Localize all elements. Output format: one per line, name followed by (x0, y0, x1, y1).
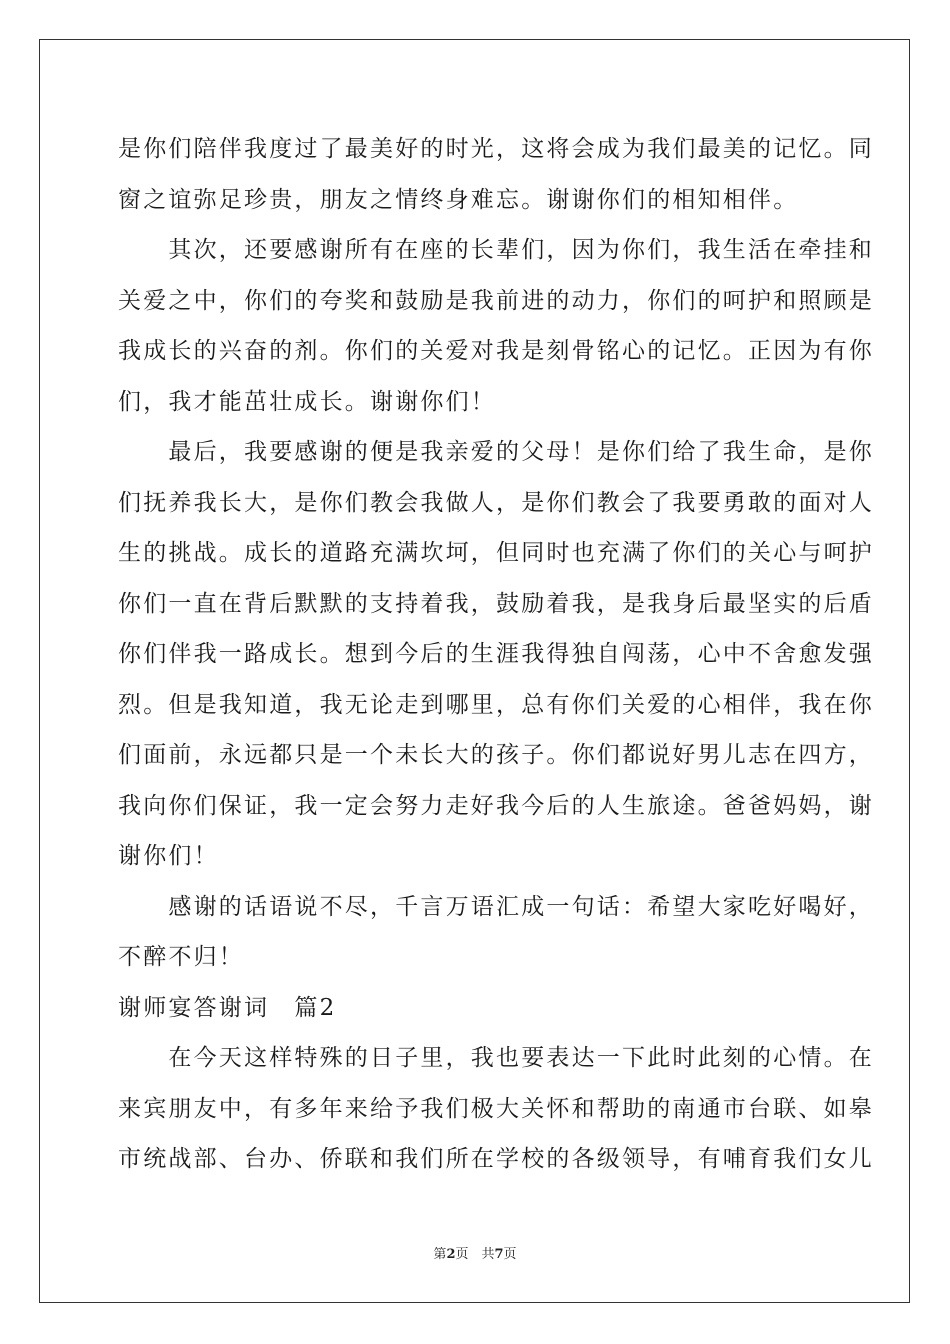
text-line: 最后，我要感谢的便是我亲爱的父母！是你们给了我生命，是你 (118, 439, 874, 465)
text-line: 们面前，永远都只是一个未长大的孩子。你们都说好男儿志在四方， (118, 742, 874, 768)
text-line: 关爱之中，你们的夸奖和鼓励是我前进的动力，你们的呵护和照顾是 (118, 288, 874, 314)
text-line: 们抚养我长大，是你们教会我做人，是你们教会了我要勇敢的面对人 (118, 490, 874, 516)
footer-total-pages: 7 (494, 1247, 504, 1262)
text-line: 你们一直在背后默默的支持着我，鼓励着我，是我身后最坚实的后盾 (118, 591, 874, 617)
text-line: 在今天这样特殊的日子里，我也要表达一下此时此刻的心情。在 (118, 1045, 874, 1071)
footer-page-number: 2 (446, 1247, 456, 1262)
text-line: 们，我才能茁壮成长。谢谢你们！ (118, 389, 496, 415)
text-line: 你们伴我一路成长。想到今后的生涯我得独自闯荡，心中不舍愈发强 (118, 641, 874, 667)
page-footer (0, 1246, 950, 1264)
footer-total-suffix: 页 (503, 1247, 517, 1262)
text-line: 窗之谊弥足珍贵，朋友之情终身难忘。谢谢你们的相知相伴。 (118, 187, 799, 213)
text-line: 来宾朋友中，有多年来给予我们极大关怀和帮助的南通市台联、如皋 (118, 1096, 874, 1122)
text-line: 市统战部、台办、侨联和我们所在学校的各级领导，有哺育我们女儿 (118, 1146, 874, 1172)
section-heading: 谢师宴答谢词 篇2 (118, 995, 337, 1021)
text-line: 其次，还要感谢所有在座的长辈们，因为你们，我生活在牵挂和 (118, 237, 874, 263)
text-line: 生的挑战。成长的道路充满坎坷，但同时也充满了你们的关心与呵护 (118, 540, 874, 566)
text-line: 不醉不归！ (118, 944, 244, 970)
text-line: 是你们陪伴我度过了最美好的时光，这将会成为我们最美的记忆。同 (118, 136, 874, 162)
text-line: 烈。但是我知道，我无论走到哪里，总有你们关爱的心相伴，我在你 (118, 692, 874, 718)
text-line: 我向你们保证，我一定会努力走好我今后的人生旅途。爸爸妈妈，谢 (118, 793, 874, 819)
text-line: 谢你们！ (118, 843, 219, 869)
text-line: 我成长的兴奋的剂。你们的关爱对我是刻骨铭心的记忆。正因为有你 (118, 338, 874, 364)
text-line: 感谢的话语说不尽，千言万语汇成一句话：希望大家吃好喝好， (118, 894, 874, 920)
footer-prefix: 第 (433, 1247, 447, 1262)
footer-page-suffix: 页 共 (455, 1247, 495, 1262)
